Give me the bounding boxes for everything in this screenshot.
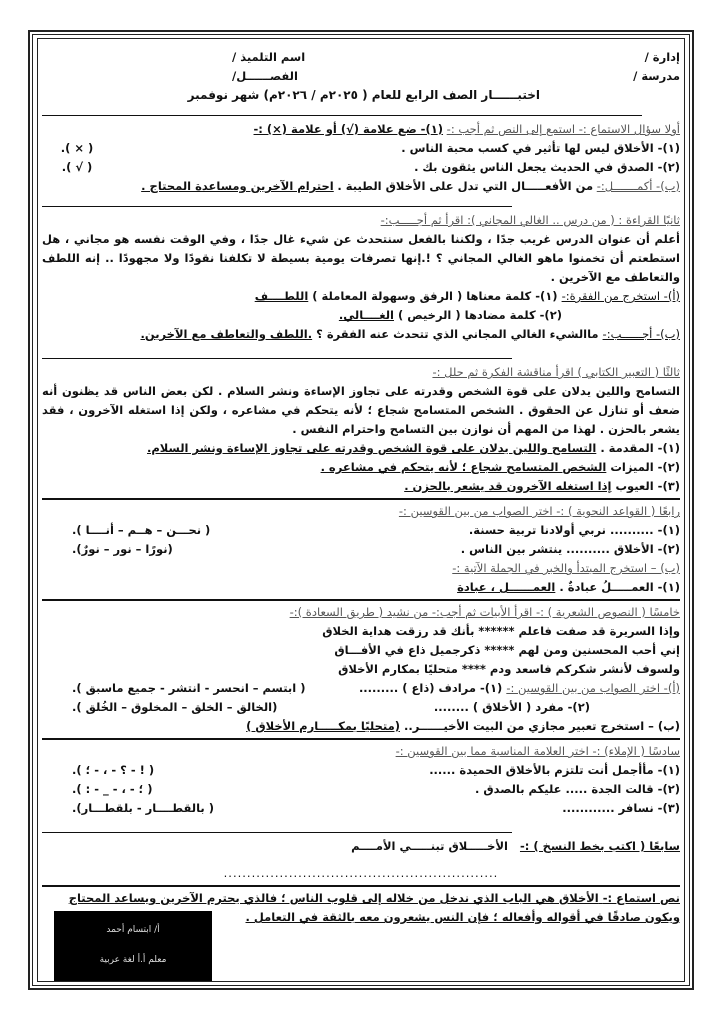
poetry-choose-item: (أ)- اختر الصواب من بين القوسين :- (١)- مرادف (ذاع ) ......... ( ابتسم – انحسر - انتشر - جميع ماسبق ). xyxy=(72,681,680,695)
listening-text: نص استماع :- الأخلاق هي الباب الذي ندخل من خلاله إلى قلوب الناس ؛ فالذي يحترم الآخرين ويساعد المحتاج ويكون صادقًا في أقواله وأفعاله ؛ فإن النس يشعرون معه بالثقة في التعامل . xyxy=(68,891,680,924)
poem-verse: ولسوف لأنشر شكركم فاسعد ودم **** متحليًا بمكارم الأخلاق xyxy=(338,662,680,676)
extract-question-2: (٢)- كلمة مضادها ( الرخيص ) الغــــالي. xyxy=(338,308,562,322)
teacher-title: معلم أ.أ لغة عربية xyxy=(99,955,167,965)
grammar-part-b-item: (١)- العمـــــلُ عبادةٌ . العمــــــل ، عبادة xyxy=(457,580,680,594)
question-item: (١)- الأخلاق ليس لها تأثير في كسب محبة الناس . ( × ). xyxy=(42,139,680,158)
poem-verse: وإذا السريرة قد صفت فاعلم ****** بأنك قد رزقت هداية الخلاق xyxy=(322,624,680,638)
section-writing xyxy=(42,363,680,496)
header-row-1 xyxy=(42,48,680,67)
reading-passage: أعلم أن عنوان الدرس غريب جدًا ، ولكننا بالفعل سنتحدث عن شيء غال جدًا ، وفي الوقت نفسه هو مجاني ، هل استطعتم أن تخمنوا ماهو الغالي المجاني ؟ !.إنها تصرفات يومية بسيطة لا تكلفنا نقودًا ولا مجهودًا .. إنه اللطف والتعاطف مع الآخرين . xyxy=(42,232,680,284)
school-label: مدرسة / xyxy=(633,69,680,83)
section-divider xyxy=(42,738,680,740)
answer-line xyxy=(42,358,512,359)
poem-verse: إني أحب المحسنين ومن لهم ***** ذكرجميل ذاع في الأفـــاق xyxy=(334,643,680,657)
extract-answer: الغــــالي. xyxy=(338,308,394,322)
section-divider xyxy=(42,498,680,500)
section-reading-title: ثانيًا القراءة : ( من درس .. الغالي المجاني ): اقرأ ثم أجـــــب:- xyxy=(380,213,680,227)
analysis-item: (١)- المقدمة . التسامح واللين يدلان على قوة الشخص وقدرته على تجاوز الإساءة ونشر السلام. xyxy=(147,441,680,455)
class-label: الفصــــــل/ xyxy=(232,69,298,83)
section-writing-title: ثالثًا ( التعبير الكتابي ) اقرأ مناقشة الفكرة ثم حلل :- xyxy=(432,365,680,379)
administration-label: إدارة / xyxy=(644,50,680,64)
handwriting-answer-dots: ........................................................... xyxy=(223,866,499,880)
analysis-item: (٣)- العيوب إذا استغله الآخرون قد يشعر بالحزن . xyxy=(404,479,680,493)
extract-question: (أ)- استخرج من الفقرة:- (١)- كلمة معناها ( الرفق وسهولة المعاملة ) اللطــــف xyxy=(254,289,680,303)
answer-mark: ( √ ). xyxy=(61,160,93,174)
exam-page xyxy=(42,44,680,927)
section-reading xyxy=(42,211,680,359)
poetry-part-b: (ب) – استخرج تعبير مجازي من البيت الأخيــــــر.. (متحليًا بمكـــــارم الأخلاق ) xyxy=(246,719,680,733)
section-divider xyxy=(42,599,680,601)
section-grammar xyxy=(42,502,680,597)
extract-answer: اللطــــف xyxy=(254,289,309,303)
student-name-label: اسم التلميذ / xyxy=(232,50,306,64)
answer-line xyxy=(42,115,642,116)
teacher-name: أ/ ابتسام أحمد xyxy=(106,925,160,935)
section-poetry-title: خامسًا ( النصوص الشعرية ) :- اقرأ الأبيات ثم أجب:- من نشيد ( طريق السعادة ):- xyxy=(289,605,680,619)
handwriting-sentence: الأخـــــلاق تبنـــــي الأمــــم xyxy=(351,839,508,853)
complete-answer: احترام الآخرين ومساعدة المحتاج . xyxy=(141,179,334,193)
section-handwriting xyxy=(42,837,680,883)
analysis-item: (٢)- الميزات الشخص المتسامح شجاع ؛ لأنه يتحكم في مشاعره . xyxy=(320,460,680,474)
poetry-choose-item: (٢)- مفرد ( الأخلاق ) ........ (الخالق – الخلق – المخلوق – الخُلق ). xyxy=(72,700,590,714)
teacher-signature-box xyxy=(54,911,212,981)
section-spelling xyxy=(42,742,680,833)
writing-passage: التسامح واللين يدلان على قوة الشخص وقدرته على تجاوز الإساءة ونشر السلام . لكن بعض الناس قد يظنون أنه ضعف أو تنازل عن الحقوق . الشخص المتسامح شجاع ؛ لأنه يتحكم في مشاعره ، ولكن إذا استغله الآخرون ، فقد يشعر بالحزن . لهذا من المهم أن نوازن بين التسامح واحترام النفس . xyxy=(42,384,680,436)
header-row-2 xyxy=(42,67,680,86)
answer-line xyxy=(42,206,512,207)
spelling-item: (٣)- نسافر ............ ( بالقطــــار - بلقطـــار). xyxy=(72,801,680,815)
section-listening xyxy=(42,120,680,207)
answer-mark: ( × ). xyxy=(60,141,94,155)
answer-question: (ب)- أجــــــب:- ماالشيء الغالي المجاني الذي تتحدث عنه الفقرة ؟ .اللطف والتعاطف مع الآخرين. xyxy=(140,327,680,341)
section-poetry xyxy=(42,603,680,736)
spelling-item: (٢)- قالت الجدة ..... عليكم بالصدق . ( ؛ - ، - _ - : ). xyxy=(72,782,680,796)
section-grammar-title: رابعًا ( القواعد النحوية ) :- اختر الصواب من بين القوسين :- xyxy=(398,504,680,518)
section-listening-title: أولا سؤال الاستماع :- استمع إلى النص ثم أجب :- (١)- ضع علامة (√) أو علامة (×) :- xyxy=(253,122,680,136)
grammar-item: (١)- .......... نربي أولادنا تربية حسنة. ( نحـــن – هــم – أنــــا ). xyxy=(72,523,680,537)
spelling-item: (١)- مأأجمل أنت تلتزم بالأخلاق الحميدة ...... ( ! - ؟ - ، - ؛ ). xyxy=(72,763,680,777)
handwriting-question: سابعًا ( اكتب بخط النسخ ) :- الأخـــــلاق تبنـــــي الأمــــم xyxy=(351,839,680,853)
complete-question: (ب)- أكمـــــــل:- من الأفعـــــال التي تدل على الأخلاق الطيبة . احترام الآخرين ومساعدة المحتاج . xyxy=(141,179,680,193)
section-divider xyxy=(42,885,680,887)
exam-title: اختبــــــار الصف الرابع للعام ( ٢٠٢٥م / ٢٠٢٦م) شهر نوفمبر xyxy=(187,88,540,102)
reading-answer: .اللطف والتعاطف مع الآخرين. xyxy=(140,327,313,341)
grammar-item: (٢)- الأخلاق .......... ينتشر بين الناس . (نورًا – نور – نورٌ). xyxy=(72,542,680,556)
grammar-part-b-title: (ب) – استخرج المبتدأ والخبر في الجملة الآتية :- xyxy=(452,561,680,575)
answer-line xyxy=(42,832,512,833)
section-spelling-title: سادسًا ( الإملاء) :- اختر العلامة المناسبة مما بين القوسين :- xyxy=(395,744,680,758)
question-item: (٢)- الصدق في الحديث يجعل الناس يثقون بك . ( √ ). xyxy=(42,158,680,177)
